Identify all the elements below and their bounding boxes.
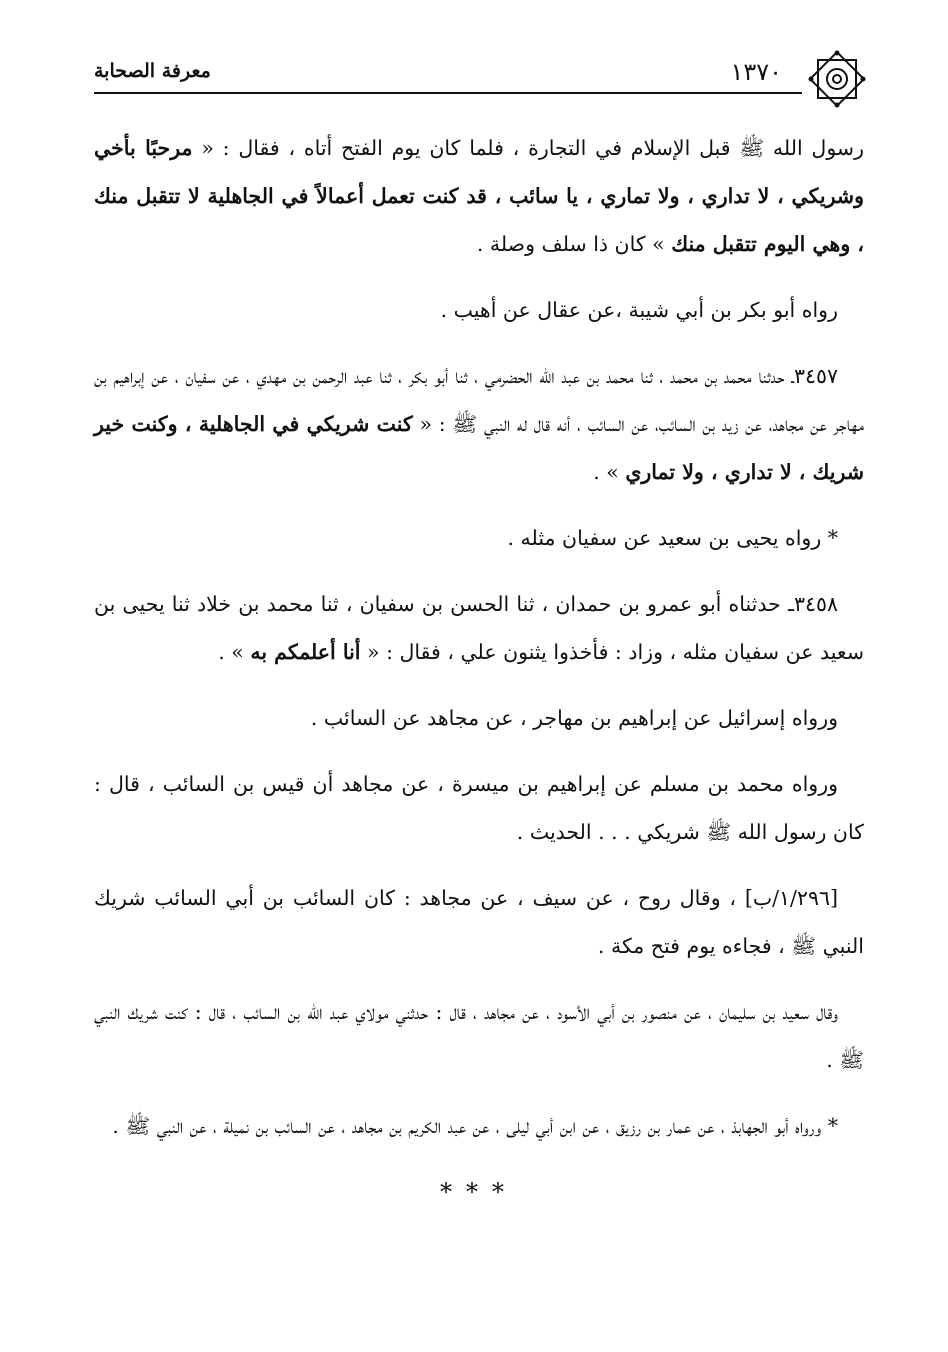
paragraph-hadith-3457	[94, 352, 864, 496]
paragraph-9: وقال سعيد بن سليمان ، عن منصور بن أبي الأسود ، عن مجاهد ، قال : حدثني مولاي عبد الله بن السائب ، قال : كنت شريك النبي ﷺ .	[94, 1000, 864, 1072]
paragraph-10: * ورواه أبو الجهابذ ، عن عمار بن رزيق ، عن ابن أبي ليلى ، عن عبد الكريم بن مجاهد ، عن السائب بن نميلة ، عن النبي ﷺ .	[112, 1114, 838, 1138]
text-run: » .	[218, 640, 244, 664]
star-ornament-icon	[806, 48, 868, 110]
paragraph-hadith-3458	[94, 580, 864, 676]
text-run: ٣٤٥٨ـ حدثناه أبو عمرو بن حمدان ، ثنا الحسن بن سفيان ، ثنا محمد بن خلاد ثنا يحيى بن سعيد عن سفيان مثله ، وزاد : فأخذوا يثنون علي ، فقال : «	[94, 592, 864, 664]
paragraph-8: [١/٢٩٦/ب] ، وقال روح ، عن سيف ، عن مجاهد : كان السائب بن أبي السائب شريك النبي ﷺ ، فجاءه يوم فتح مكة .	[94, 886, 864, 958]
paragraph-4: * رواه يحيى بن سعيد عن سفيان مثله .	[507, 526, 838, 550]
hadith-quote-bold: كنت شريكي في الجاهلية ، وكنت خير شريك ، لا تداري ، ولا تماري	[94, 412, 864, 484]
paragraph-2: رواه أبو بكر بن أبي شيبة ،عن عقال عن أهيب .	[440, 298, 838, 322]
hadith-quote-bold: مرحبًا بأخي وشريكي ، لا تداري ، ولا تماري ، يا سائب ، قد كنت تعمل أعمالاً في الجاهلية لا تتقبل منك ، وهي اليوم تتقبل منك	[94, 136, 864, 256]
paragraph-1	[94, 124, 864, 268]
page-header	[94, 52, 864, 92]
text-run: رسول الله ﷺ قبل الإسلام في التجارة ، فلما كان يوم الفتح أتاه ، فقال : «	[201, 136, 864, 160]
section-separator: ***	[440, 1178, 518, 1206]
page-body	[94, 124, 864, 1216]
book-title: معرفة الصحابة	[94, 60, 211, 82]
paragraph-7: ورواه محمد بن مسلم عن إبراهيم بن ميسرة ، عن مجاهد أن قيس بن السائب ، قال : كان رسول الله ﷺ شريكي . . . الحديث .	[94, 772, 864, 844]
text-run: » .	[593, 460, 619, 484]
page-number: ١٣٧٠	[730, 58, 782, 86]
text-run: ٣٤٥٧ـ حدثنا محمد بن محمد ، ثنا محمد بن عبد الله الحضرمي ، ثنا أبو بكر ، ثنا عبد الرحمن بن مهدي ، عن سفيان ، عن إبراهيم بن مهاجر عن مجاهد، عن زيد بن السائب، عن السائب ، أنه قال له النبي ﷺ : «	[94, 364, 864, 436]
text-run: » كان ذا سلف وصلة .	[476, 232, 665, 256]
hadith-quote-bold: أنا أعلمكم به	[250, 640, 361, 664]
paragraph-6: ورواه إسرائيل عن إبراهيم بن مهاجر ، عن مجاهد عن السائب .	[310, 706, 838, 730]
header-rule	[94, 92, 802, 94]
